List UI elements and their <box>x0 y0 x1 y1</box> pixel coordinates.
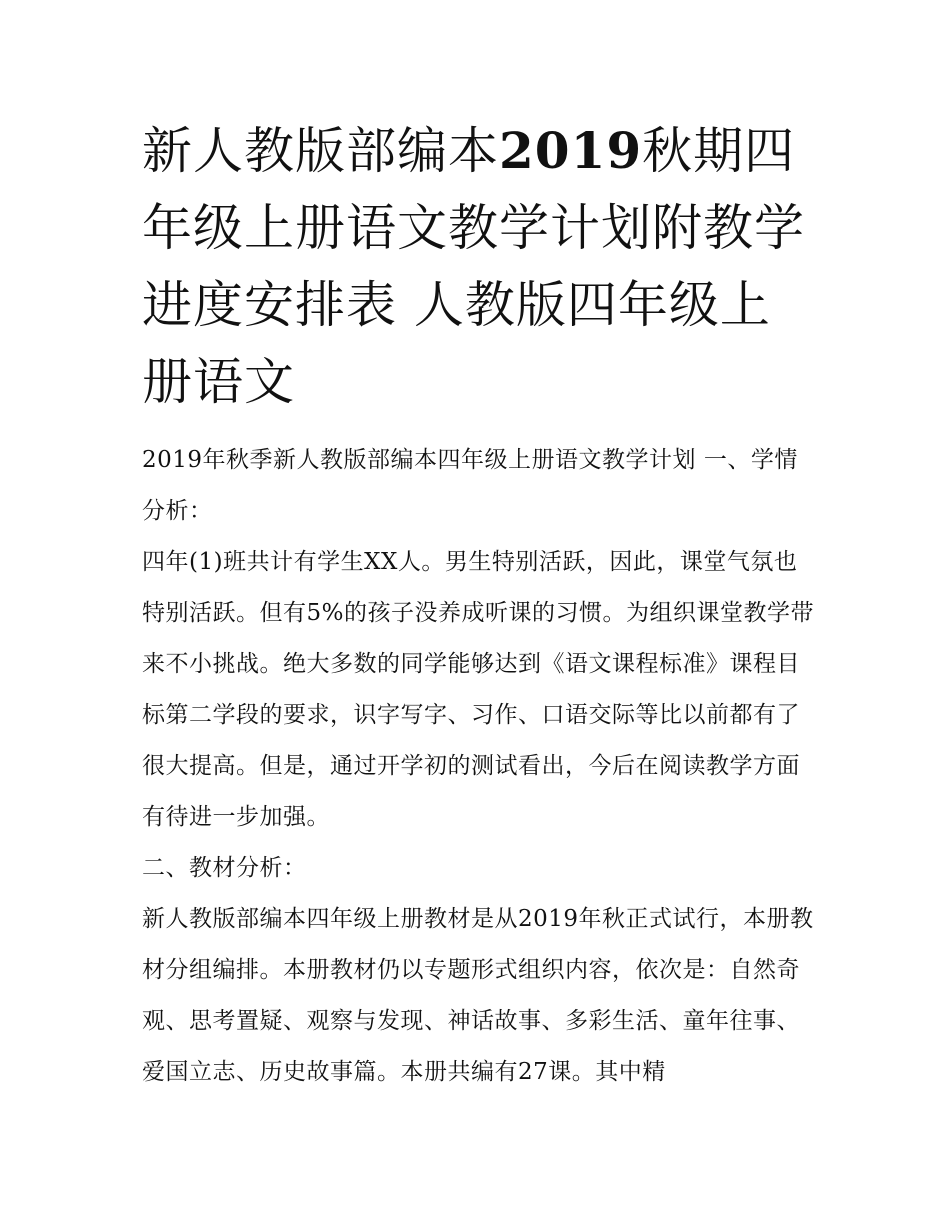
document-title <box>142 112 814 421</box>
title-year: 2019 <box>499 121 643 180</box>
paragraph-intro: 2019年秋季新人教版部编本四年级上册语文教学计划 一、学情分析： <box>142 447 798 524</box>
document-body <box>142 435 814 1098</box>
title-part-2: 秋期四年级上册语文教学计划附教学进度安排表 人教版四年级上册语文 <box>142 122 805 411</box>
paragraph-student-analysis: 四年(1)班共计有学生XX人。男生特别活跃，因此，课堂气氛也特别活跃。但有5%的孩子没养成听课的习惯。为组织课堂教学带来不小挑战。绝大多数的同学能够达到《语文课程标准》课程目标第二学段的要求，识字写字、习作、口语交际等比以前都有了很大提高。但是，通过开学初的测试看出，今后在阅读教学方面有待进一步加强。 <box>142 549 814 830</box>
document-page <box>142 112 814 1098</box>
paragraph-heading-textbook: 二、教材分析： <box>142 855 307 881</box>
title-part-1: 新人教版部编本 <box>142 122 499 180</box>
paragraph-textbook-analysis: 新人教版部编本四年级上册教材是从2019年秋正式试行，本册教材分组编排。本册教材仍以专题形式组织内容，依次是：自然奇观、思考置疑、观察与发现、神话故事、多彩生活、童年往事、爱国立志、历史故事篇。本册共编有27课。其中精 <box>142 906 814 1085</box>
